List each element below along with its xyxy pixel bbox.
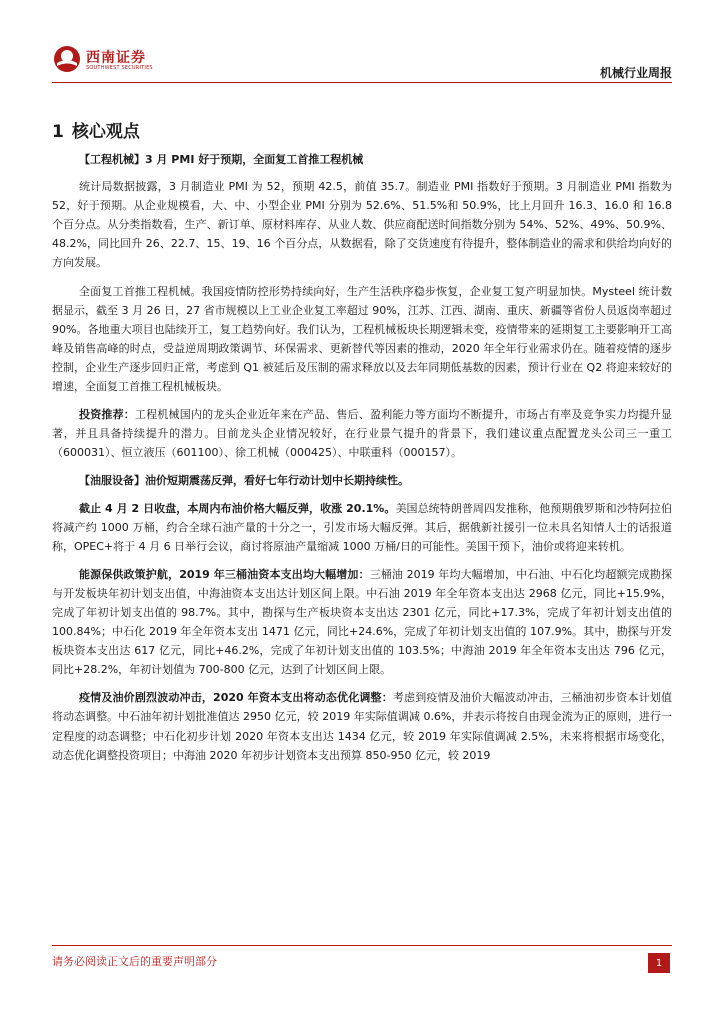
logo-english-name: SOUTHWEST SECURITIES [86,65,153,71]
paragraph-oil-price [52,499,672,556]
subheading-oil-service: 【油服设备】油价短期震荡反弹，看好七年行动计划中长期持续性。 [79,474,409,488]
report-type-title: 机械行业周报 [599,66,672,80]
subheading-construction-machinery: 【工程机械】3 月 PMI 好于预期，全面复工首推工程机械 [79,153,364,166]
investment-text: 工程机械国内的龙头企业近年来在产品、售后、盈利能力等方面均不断提升，市场占有率及竞争实力均提升显著，并且具备持续提升的潜力。目前龙头企业情况较好，在行业景气提升的背景下，我们建议重点配置龙头公司三一重工（600031）、恒立液压（601100）、徐工机械（000425）、中联重科（000157）。 [52,408,673,460]
paragraph-capex-2019 [52,565,672,680]
report-body [52,150,672,774]
section-title: 核心观点 [71,122,140,142]
paragraph-resumption: 全面复工首推工程机械。我国疫情防控形势持续向好，生产生活秩序稳步恢复，企业复工复产明显加快。Mysteel 统计数据显示，截至 3 月 26 日，27 省市规模以上工业企业复工率超过 90%，江苏、江西、湖南、重庆、新疆等省份人员返岗率超过 90%。各地重大项目也陆续开工，复工趋势向好。我们认为，工程机械板块长期逻辑未变，疫情带来的延期复工主要影响开工高峰及销售高峰的时点，受益逆周期政策调节、环保需求、更新替代等因素的推动，2020 年全年行业需求仍在。随着疫情的逐步控制，企业生产逐步回归正常，考虑到 Q1 被延后及压制的需求释放以及去年同期低基数的因素，预计行业在 Q2 将迎来较好的增速，全面复工首推工程机械板块。 [52,284,672,394]
capex-2020-lead: 疫情及油价剧烈波动冲击，2020 年资本支出将动态优化调整： [79,691,393,705]
footer-divider [52,945,672,946]
paragraph-pmi: 统计局数据披露，3 月制造业 PMI 为 52，预期 42.5，前值 35.7。制造业 PMI 指数好于预期。3 月制造业 PMI 指数为 52，好于预期。从企业规模看，大、中、小型企业 PMI 分别为 52.6%、51.5%和 50.9%，比上月回升 16.3、16.0 和 16.8 个百分点。从分类指数看，生产、新订单、原材料库存、从业人数、供应商配送时间指数分别为 54%、52%、49%、50.9%、48.2%，同比回升 26、22.7、15、19、16 个百分点，从数据看，除了交货速度有待提升，整体制造业的需求和供给均向好的方向发展。 [52,180,672,270]
section-heading [52,117,140,142]
header-divider [52,82,672,83]
company-logo [52,44,172,78]
disclaimer-notice: 请务必阅读正文后的重要声明部分 [52,955,217,968]
logo-mark-icon [52,44,82,74]
investment-lead: 投资推荐： [79,408,135,422]
oil-price-text: 美国总统特朗普周四发推称，他预期俄罗斯和沙特阿拉伯将减产约 1000 万桶，约合全球石油产量的十分之一，引发市场大幅反弹。其后，据俄新社援引一位未具名知情人士的话报道称，OPEC+将于 4 月 6 日举行会议，商讨将原油产量缩减 1000 万桶/日的可能性。美国干预下，油价或将迎来转机。 [52,501,672,553]
oil-price-lead: 截止 4 月 2 日收盘，本周内布油价格大幅反弹，收涨 20.1%。 [79,501,396,515]
page-header [0,0,724,90]
capex-2019-text: 三桶油 2019 年均大幅增加，中石油、中石化均超额完成勘探与开发板块年初计划支出值，中海油资本支出达计划区间上限。中石油 2019 年全年资本支出达 2968 亿元，同比+15.9%，完成了年初计划支出值的 98.7%。其中，勘探与生产板块资本支出达 2301 亿元，同比+17.3%，完成了年初计划支出值的 100.84%；中石化 2019 年全年资本支出 1471 亿元，同比+24.6%，完成了年初计划支出值的 107.9%。其中，勘探与开发板块资本支出达 617 亿元，同比+46.2%，完成了年初计划支出值的 103.5%；中海油 2019 年全年资本支出达 796 亿元，同比+28.2%，年初计划值为 700-800 亿元，达到了计划区间上限。 [52,567,672,677]
paragraph-capex-2020 [52,688,672,764]
capex-2019-lead: 能源保供政策护航，2019 年三桶油资本支出均大幅增加： [79,567,370,581]
capex-2020-text: 考虑到疫情及油价大幅波动冲击，三桶油初步资本计划值将动态调整。中石油年初计划批准值达 2950 亿元，较 2019 年实际值调减 0.6%，并表示将按自由现金流为正的原则，进行一定程度的动态调整；中石化初步计划 2020 年资本支出达 1434 亿元，较 2019 年实际值调减 2.5%，未来将根据市场变化，动态优化调整投资项目；中海油 2020 年初步计划资本支出预算 850-950 亿元，较 2019 [52,691,672,762]
section-number: 1 [52,122,64,142]
logo-chinese-name: 西南证券 [86,50,146,66]
paragraph-investment-recommendation [52,405,672,462]
page-number: 1 [648,953,670,973]
